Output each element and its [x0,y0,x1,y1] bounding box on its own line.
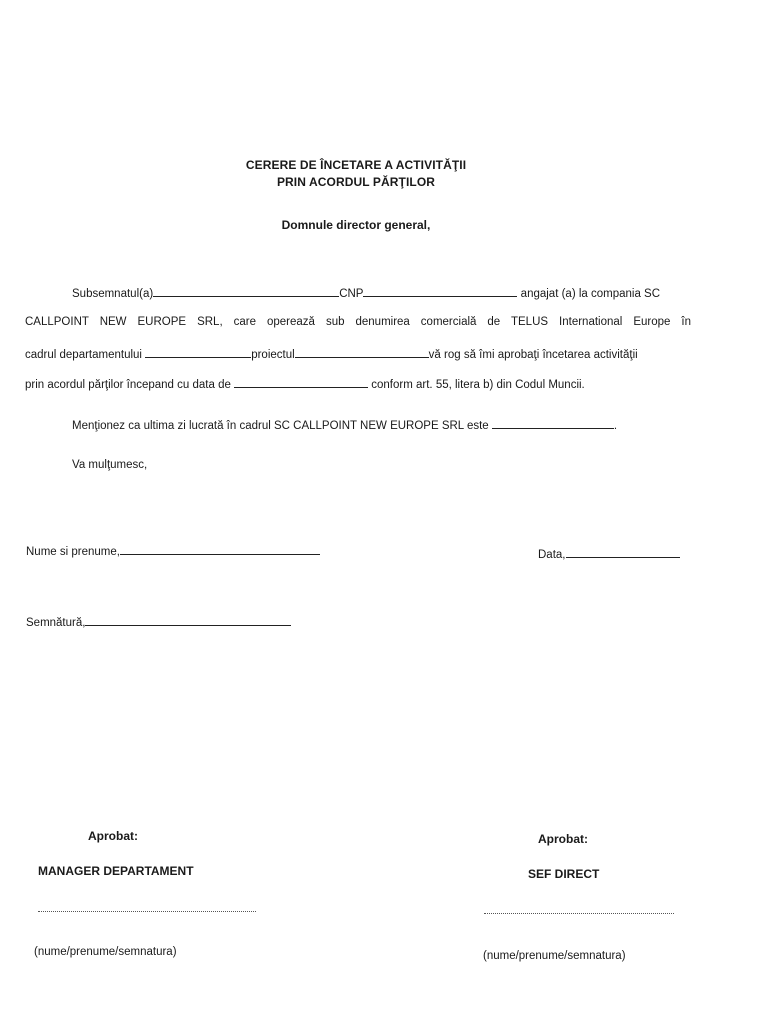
last-day-label: Menţionez ca ultima zi lucrată în cadrul SC CALLPOINT NEW EUROPE SRL este [72,420,489,432]
name-field [26,543,320,558]
thanks-text: Va mulţumesc, [72,459,148,471]
document-title-line1: CERERE DE ÎNCETARE A ACTIVITĂŢII [245,158,467,172]
last-day-blank[interactable] [492,417,614,429]
name-label: Nume si prenume, [26,546,120,558]
approval-left-hint: (nume/prenume/semnatura) [34,946,177,958]
department-label: cadrul departamentului [25,349,142,361]
approval-left-signature-line[interactable] [38,911,256,912]
paragraph-line-5 [72,417,617,432]
request-text: vă rog să îmi aprobaţi încetarea activităţii [428,349,638,361]
project-label: proiectul [251,349,295,361]
approval-right-role: SEF DIRECT [528,867,600,881]
start-date-blank[interactable] [234,376,368,388]
start-date-label: prin acordul părţilor începand cu data de [25,379,231,391]
signature-field [26,614,291,629]
date-blank[interactable] [566,546,680,558]
approval-left-role: MANAGER DEPARTAMENT [38,864,194,878]
approval-right-signature-line[interactable] [484,913,674,914]
paragraph-line-2: CALLPOINT NEW EUROPE SRL, care operează sub denumirea comercială de TELUS International Europe în [25,316,691,328]
document-title-line2: PRIN ACORDUL PĂRŢILOR [276,175,436,189]
cnp-label: CNP [339,288,364,300]
signature-label: Semnătură, [26,617,86,629]
approval-right-label: Aprobat: [538,832,588,846]
date-field [538,546,680,561]
legal-reference: conform art. 55, litera b) din Codul Muncii. [371,379,585,391]
employee-name-blank[interactable] [153,285,339,297]
department-blank[interactable] [145,346,251,358]
project-blank[interactable] [295,346,429,358]
employee-label: Subsemnatul(a) [72,288,154,300]
signature-blank[interactable] [85,614,291,626]
name-blank[interactable] [120,543,320,555]
paragraph-line-1 [72,285,660,300]
paragraph-line-3 [25,346,638,361]
approval-right-hint: (nume/prenume/semnatura) [483,950,626,962]
salutation: Domnule director general, [281,218,431,232]
paragraph-line-4 [25,376,585,391]
date-label: Data, [538,549,566,561]
employed-label: angajat (a) la compania SC [520,288,661,300]
last-day-period: . [613,420,618,432]
cnp-blank[interactable] [363,285,517,297]
approval-left-label: Aprobat: [88,829,138,843]
